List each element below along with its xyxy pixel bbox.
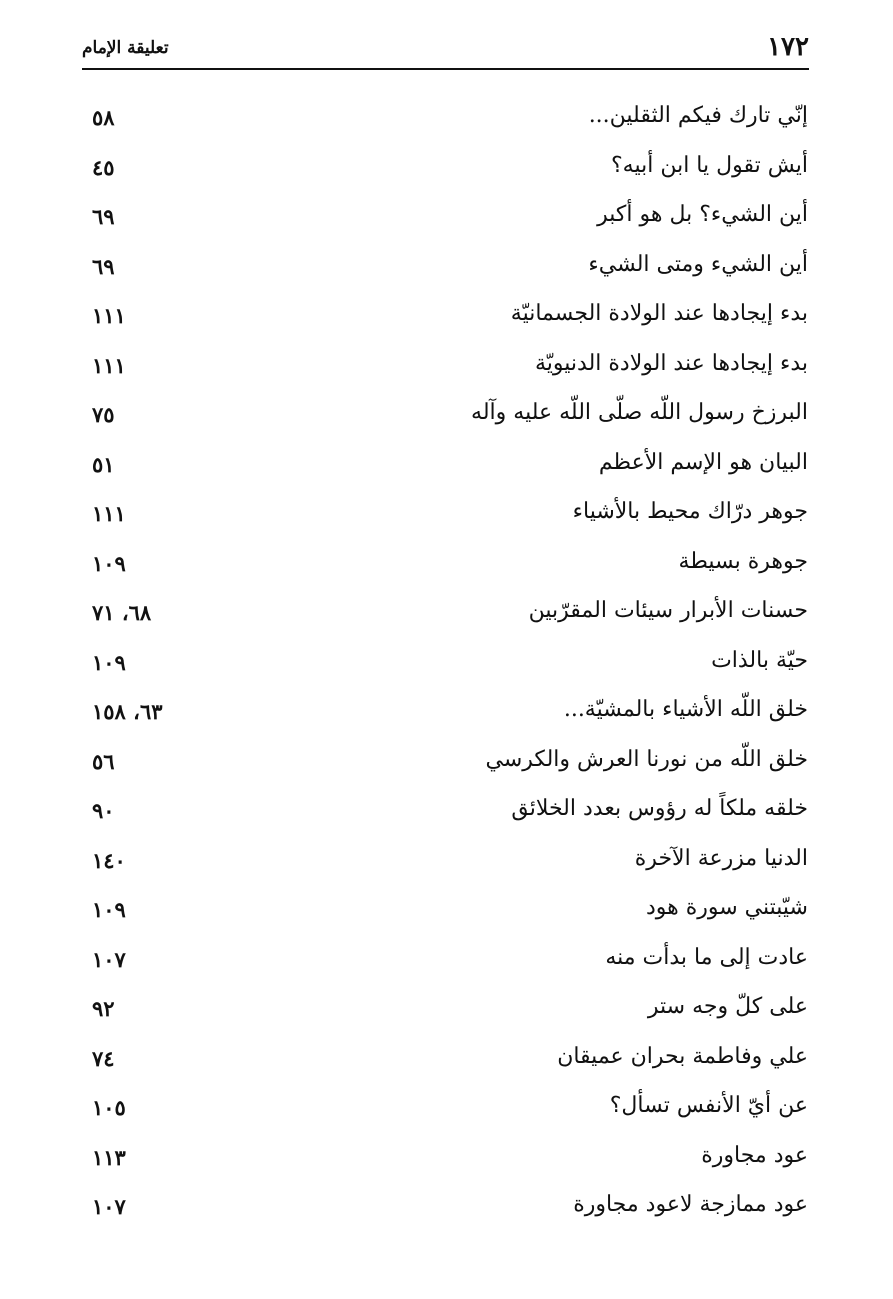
entry-pages: ١١١ — [92, 501, 126, 526]
entry-text: أيش تقول يا ابن أبيه؟ — [610, 152, 808, 178]
entry-text: خلق اللّه الأشياء بالمشيّة... — [563, 697, 808, 722]
entry-text: عن أيّ الأنفس تسأل؟ — [609, 1093, 808, 1118]
entry-pages: ٩٠ — [92, 798, 115, 823]
entry-pages: ١٠٩ — [92, 550, 126, 576]
entry-pages: ٦٩ — [92, 204, 115, 229]
index-row — [82, 741, 808, 791]
entry-pages: ١٠٧ — [92, 946, 126, 972]
entry-text: الدنيا مزرعة الآخرة — [634, 845, 808, 871]
index-row — [82, 1038, 808, 1088]
index-row — [82, 691, 808, 741]
entry-text: علي وفاطمة بحران عميقان — [557, 1043, 808, 1069]
index-row — [82, 246, 808, 296]
index-row — [82, 394, 808, 444]
index-row — [82, 790, 808, 840]
entry-text: عود ممازجة لاعود مجاورة — [573, 1192, 808, 1217]
entry-text: حيّة بالذات — [711, 647, 808, 673]
entry-pages: ١٠٧ — [92, 1194, 126, 1219]
entry-text: حسنات الأبرار سيئات المقرّبين — [528, 598, 808, 623]
entry-pages: ٦٩ — [92, 253, 115, 279]
entry-pages: ٥٦ — [92, 748, 115, 774]
entry-pages: ٧٥ — [92, 402, 115, 427]
index-row — [82, 345, 808, 395]
index-row — [82, 642, 808, 692]
entry-text: إنّي تارك فيكم الثقلين... — [588, 103, 808, 128]
entry-text: بدء إيجادها عند الولادة الدنيويّة — [534, 350, 808, 376]
index-row — [82, 147, 808, 197]
index-row — [82, 295, 808, 345]
entry-text: جوهر درّاك محيط بالأشياء — [572, 499, 808, 524]
entry-text: شيّبتني سورة هود — [645, 895, 808, 920]
index-row — [82, 988, 808, 1038]
entry-pages: ١٠٥ — [92, 1095, 126, 1120]
index-row — [82, 1186, 808, 1236]
entry-pages: ١٤٠ — [92, 847, 126, 873]
entry-pages: ٥٨ — [92, 105, 115, 130]
index-row — [82, 592, 808, 642]
entry-pages: ٦٨، ٧١ — [92, 600, 152, 625]
entry-pages: ٤٥ — [92, 154, 115, 180]
entry-pages: ١٠٩ — [92, 649, 126, 675]
index-row — [82, 889, 808, 939]
entry-text: خلق اللّه من نورنا العرش والكرسي — [485, 746, 808, 772]
index-list — [82, 97, 808, 1236]
index-row — [82, 1137, 808, 1187]
entry-text: البيان هو الإسم الأعظم — [598, 449, 808, 475]
entry-text: جوهرة بسيطة — [678, 548, 808, 574]
entry-pages: ٩٢ — [92, 996, 115, 1021]
index-row — [82, 840, 808, 890]
entry-pages: ٥١ — [92, 451, 115, 477]
entry-text: خلقه ملكاً له رؤوس بعدد الخلائق — [511, 796, 808, 821]
entry-text: أين الشيء ومتى الشيء — [588, 251, 808, 277]
running-title: تعليقة الإمام — [82, 38, 169, 58]
index-row — [82, 1087, 808, 1137]
index-row — [82, 196, 808, 246]
entry-pages: ٦٣، ١٥٨ — [92, 699, 163, 724]
entry-text: أين الشيء؟ بل هو أكبر — [597, 202, 808, 227]
entry-pages: ١١١ — [92, 303, 126, 328]
entry-pages: ١١١ — [92, 352, 126, 378]
index-row — [82, 493, 808, 543]
entry-pages: ١٠٩ — [92, 897, 126, 922]
entry-text: عادت إلى ما بدأت منه — [605, 944, 808, 970]
index-row — [82, 543, 808, 593]
page-header — [82, 30, 809, 70]
entry-pages: ٧٤ — [92, 1045, 115, 1071]
index-row — [82, 97, 808, 147]
page-number: ١٧٢ — [767, 32, 809, 62]
index-row — [82, 444, 808, 494]
index-row — [82, 939, 808, 989]
entry-text: على كلّ وجه ستر — [647, 994, 808, 1019]
entry-text: بدء إيجادها عند الولادة الجسمانيّة — [510, 301, 808, 326]
entry-text: عود مجاورة — [701, 1142, 808, 1168]
entry-text: البرزخ رسول اللّه صلّى اللّه عليه وآله — [471, 400, 808, 425]
entry-pages: ١١٣ — [92, 1144, 126, 1170]
